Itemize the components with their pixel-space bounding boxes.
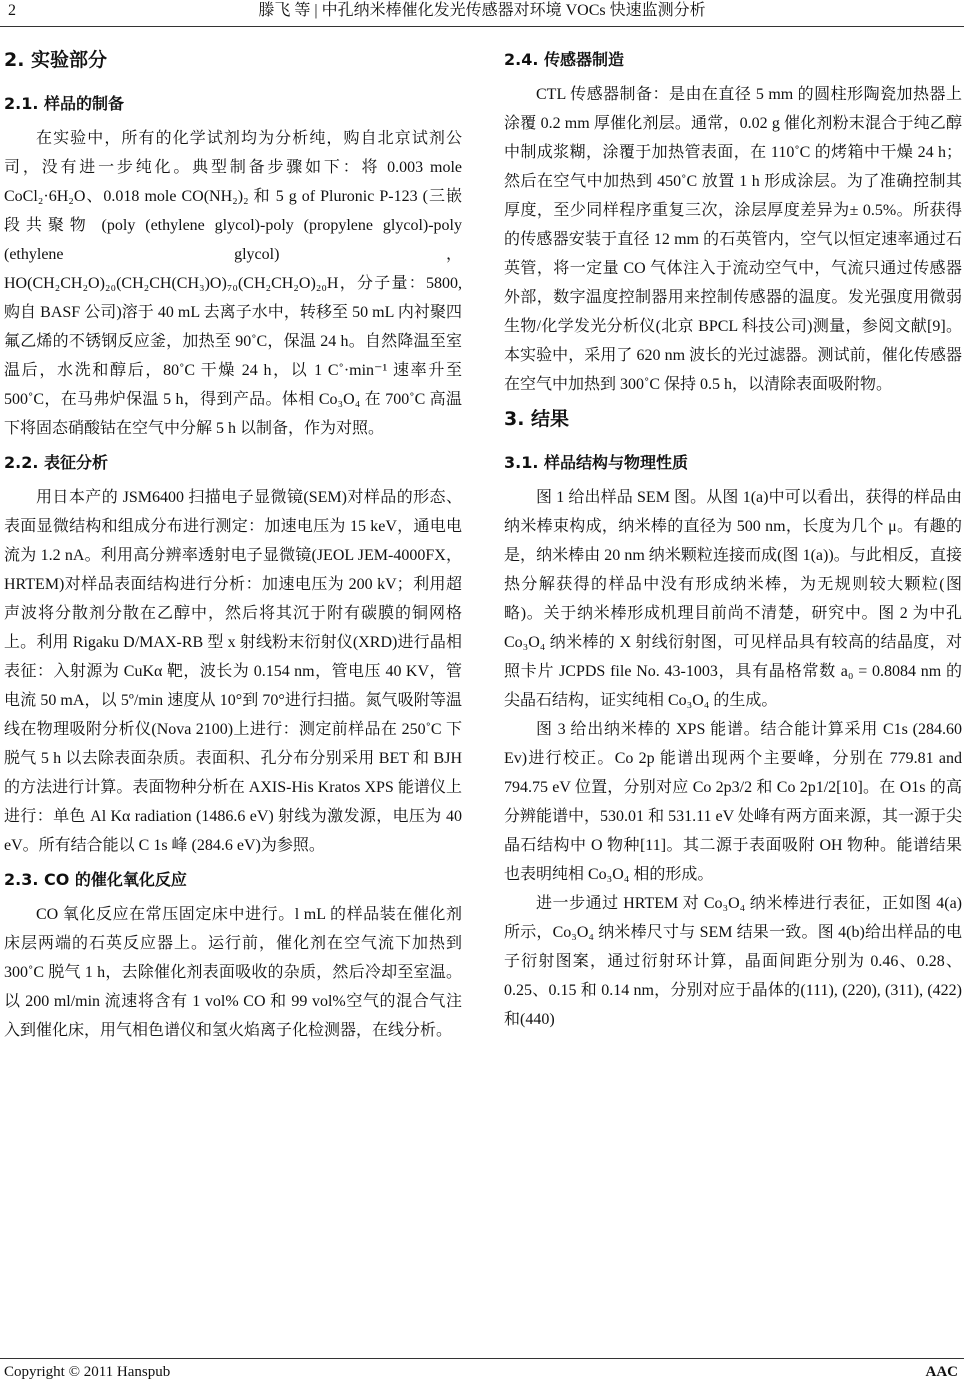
header-divider — [0, 26, 964, 27]
subsection-heading-characterization: 2.2. 表征分析 — [4, 453, 108, 472]
copyright-notice: Copyright © 2011 Hanspub — [4, 1364, 171, 1380]
paragraph-sensor: CTL 传感器制备：是由在直径 5 mm 的圆柱形陶瓷加热器上涂覆 0.2 mm 厚催化剂层。通常，0.02 g 催化剂粉末混合于纯乙醇中制成浆糊，涂覆于加热管表面，在 110˚C 的烤箱中干燥 24 h；然后在空气中加热到 450˚C 放置 1 h 形成涂层。为了准确控制其厚度，至少同样程序重复三次，涂层厚度差异为± 0.5%。所获得的传感器安装于直径 12 mm 的石英管内，空气以恒定速率通过石英管，将一定量 CO 气体注入于流动空气中，气流只通过传感器外部，数字温度控制器用来控制传感器的温度。发光强度用微弱生物/化学发光分析仪(北京 BPCL 科技公司)测量，参阅文献[9]。本实验中，采用了 620 nm 波长的光过滤器。测试前，催化传感器在空气中加热到 300˚C 保持 0.5 h，以清除表面吸附物。 — [504, 86, 962, 393]
subsection-heading-co-oxidation: 2.3. CO 的催化氧化反应 — [4, 870, 187, 889]
subsection-heading-structure: 3.1. 样品结构与物理性质 — [504, 453, 688, 472]
right-column — [504, 40, 962, 1034]
left-column — [4, 40, 462, 1045]
page-header — [8, 0, 956, 26]
running-title: 滕飞 等 | 中孔纳米棒催化发光传感器对环境 VOCs 快速监测分析 — [258, 2, 706, 19]
section-heading-experimental: 2. 实验部分 — [4, 49, 108, 71]
paragraph-characterization: 用日本产的 JSM6400 扫描电子显微镜(SEM)对样品的形态、表面显微结构和组成分布进行测定：加速电压为 15 keV，通电电流为 1.2 nA。利用高分辨率透射电子显微镜(JEOL JEM-4000FX，HRTEM)对样品表面结构进行分析：加速电压为 200 kV；利用超声波将分散剂分散在乙醇中，然后将其沉于附有碳膜的铜网格上。利用 Rigaku D/MAX-RB 型 x 射线粉末衍射仪(XRD)进行晶相表征：入射源为 CuKα 靶，波长为 0.154 nm，管电压 40 KV，管电流 50 mA，以 5º/min 速度从 10°到 70°进行扫描。氮气吸附等温线在物理吸附分析仪(Nova 2100)上进行：测定前样品在 250˚C 下脱气 5 h 以去除表面杂质。表面积、孔分布分别采用 BET 和 BJH 的方法进行计算。表面物种分析在 AXIS-His Kratos XPS 能谱仪上进行：单色 Al Kα radiation (1486.6 eV) 射线为激发源，电压为 40 eV。所有结合能以 C 1s 峰 (284.6 eV)为参照。 — [4, 489, 462, 854]
subsection-heading-preparation: 2.1. 样品的制备 — [4, 94, 124, 113]
page-footer — [0, 1361, 964, 1383]
paragraph-co-oxidation: CO 氧化反应在常压固定床中进行。l mL 的样品装在催化剂床层两端的石英反应器上。运行前，催化剂在空气流下加热到 300˚C 脱气 1 h，去除催化剂表面吸收的杂质，然后冷却至室温。以 200 ml/min 流速将含有 1 vol% CO 和 99 vol%空气的混合气注入到催化床，用气相色谱仪和氢火焰离子化检测器，在线分析。 — [4, 906, 462, 1039]
paragraph-sem: 图 1 给出样品 SEM 图。从图 1(a)中可以看出，获得的样品由纳米棒束构成，纳米棒的直径为 500 nm，长度为几个 μ。有趣的是，纳米棒由 20 nm 纳米颗粒连接而成(图 1(a))。与此相反，直接热分解获得的样品中没有形成纳米棒，为无规则较大颗粒(图略)。关于纳米棒形成机理目前尚不清楚，研究中。图 2 为中孔 Co₃O₄ 纳米棒的 X 射线衍射图，可见样品具有较高的结晶度，对照卡片 JCPDS file No. 43-1003，具有晶格常数 a₀ = 0.8084 nm 的尖晶石结构，证实纯相 Co₃O₄ 的生成。 — [504, 489, 962, 709]
footer-divider — [0, 1358, 964, 1359]
section-heading-results: 3. 结果 — [504, 408, 570, 430]
page-number: 2 — [8, 2, 16, 19]
paragraph-preparation: 在实验中，所有的化学试剂均为分析纯，购自北京试剂公司，没有进一步纯化。典型制备步骤如下：将 0.003 mole CoCl₂·6H₂O、0.018 mole CO(NH₂)₂ 和 5 g of Pluronic P-123 (三嵌段共聚物 (poly (ethylene glycol)-poly (propylene glycol)-poly (ethylene glycol)，HO(CH₂CH₂O)₂₀(CH₂CH(CH₃)O)₇₀(CH₂CH₂O)₂₀H，分子量：5800, 购自 BASF 公司)溶于 40 mL 去离子水中，转移至 50 mL 内衬聚四氟乙烯的不锈钢反应釜，加热至 90˚C，保温 24 h。自然降温至室温后，水洗和醇后，80˚C 干燥 24 h，以 1 C˚·min⁻¹ 速率升至 500˚C，在马弗炉保温 5 h，得到产品。体相 Co₃O₄ 在 700˚C 高温下将固态硝酸钴在空气中分解 5 h 以制备，作为对照。 — [4, 130, 462, 437]
journal-abbreviation: AAC — [925, 1364, 958, 1380]
subsection-heading-sensor: 2.4. 传感器制造 — [504, 50, 624, 69]
paragraph-xps: 图 3 给出纳米棒的 XPS 能谱。结合能计算采用 C1s (284.60 Ev)进行校正。Co 2p 能谱出现两个主要峰，分别在 779.81 and 794.75 eV 位置，分别对应 Co 2p3/2 和 Co 2p1/2[10]。在 O1s 的高分辨能谱中，530.01 和 531.11 eV 处峰有两方面来源，其一源于尖晶石结构中 O 物种[11]。其二源于表面吸附 OH 物种。能谱结果也表明纯相 Co₃O₄ 相的形成。 — [504, 721, 962, 883]
paragraph-hrtem: 进一步通过 HRTEM 对 Co₃O₄ 纳米棒进行表征，正如图 4(a)所示，Co₃O₄ 纳米棒尺寸与 SEM 结果一致。图 4(b)给出样品的电子衍射图案，通过衍射环计算，晶面间距分别为 0.46、0.28、0.25、0.15 和 0.14 nm，分别对应于晶体的(111), (220), (311), (422)和(440) — [504, 895, 962, 1028]
